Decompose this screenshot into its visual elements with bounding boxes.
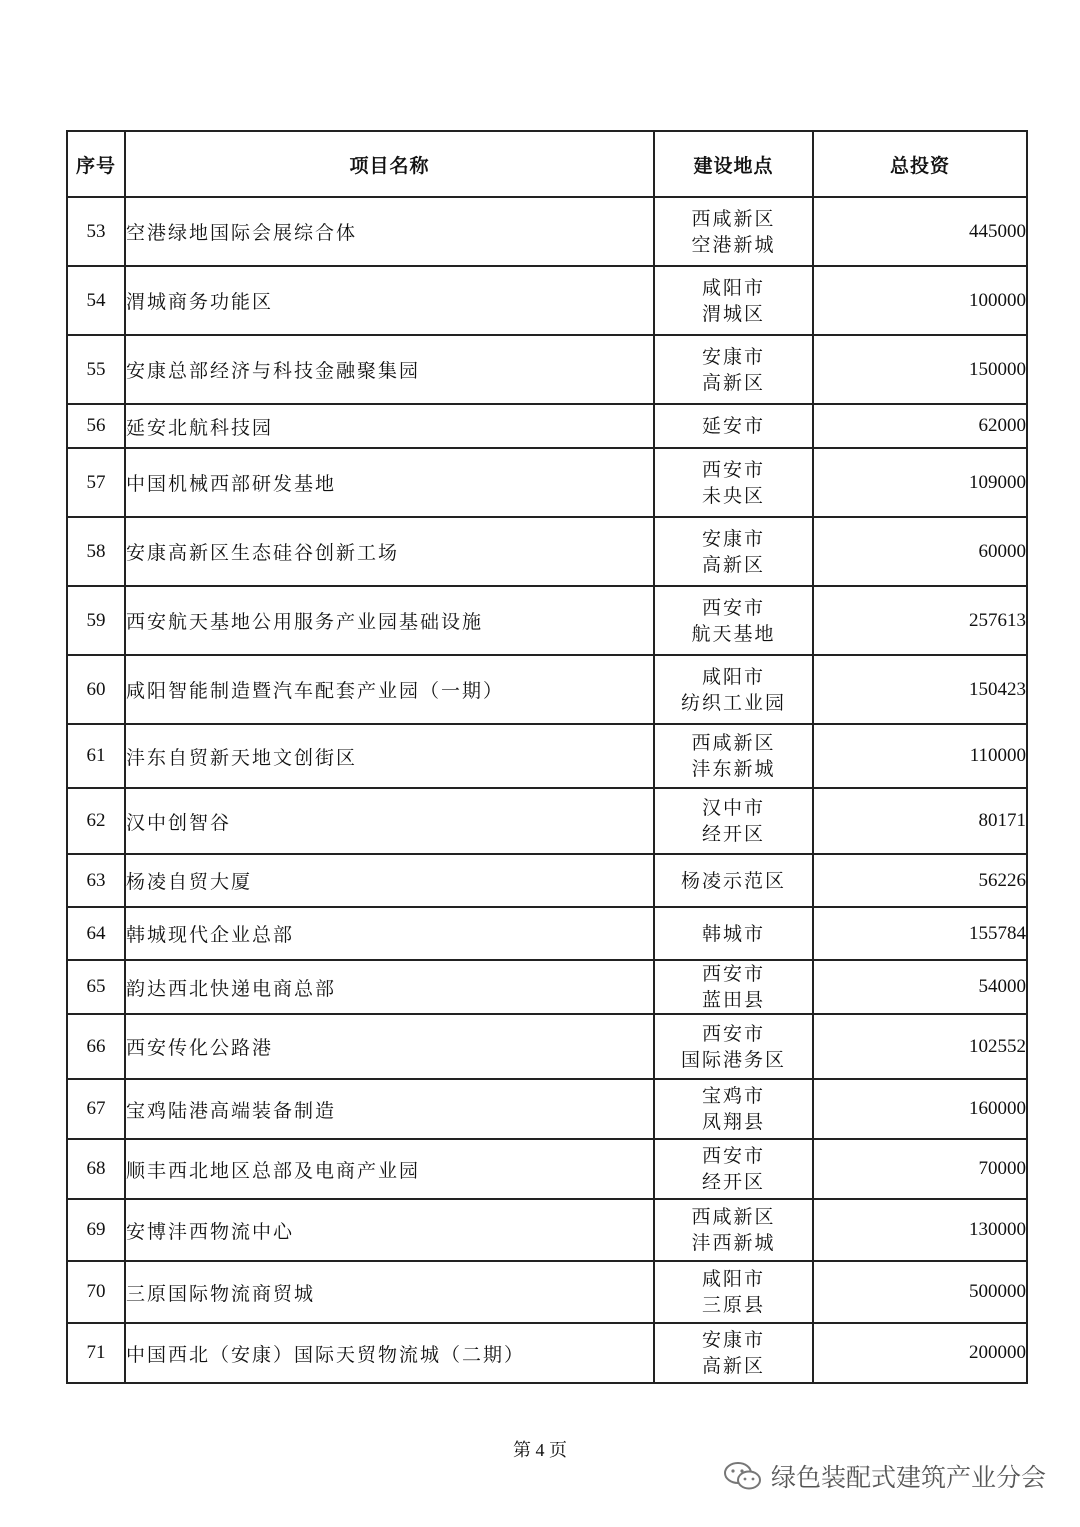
header-investment: 总投资 — [813, 131, 1027, 197]
project-location — [654, 266, 813, 335]
location-line: 三原县 — [701, 1294, 765, 1316]
table-row — [67, 448, 1027, 517]
row-index: 66 — [67, 1014, 125, 1079]
location-line: 西安市 — [701, 963, 765, 985]
row-index: 67 — [67, 1079, 125, 1139]
project-name: 沣东自贸新天地文创街区 — [125, 724, 654, 788]
header-name: 项目名称 — [125, 131, 654, 197]
table-header-row — [67, 131, 1027, 197]
total-investment: 150423 — [813, 655, 1027, 724]
total-investment: 200000 — [813, 1323, 1027, 1383]
location-line: 凤翔县 — [701, 1111, 765, 1133]
project-location — [654, 335, 813, 404]
table-row — [67, 1199, 1027, 1261]
table-row — [67, 1014, 1027, 1079]
table-row — [67, 655, 1027, 724]
location-line: 经开区 — [701, 1171, 765, 1193]
location-line: 渭城区 — [701, 302, 765, 325]
table-row — [67, 1323, 1027, 1383]
location-line: 西安市 — [701, 596, 765, 619]
location-line: 宝鸡市 — [701, 1085, 765, 1107]
project-location — [654, 1323, 813, 1383]
table-row — [67, 586, 1027, 655]
location-line: 未央区 — [701, 484, 765, 507]
project-location — [654, 1139, 813, 1199]
header-location: 建设地点 — [654, 131, 813, 197]
table-row — [67, 907, 1027, 960]
watermark — [723, 1458, 1046, 1494]
project-location — [654, 960, 813, 1014]
project-location — [654, 1261, 813, 1323]
row-index: 63 — [67, 854, 125, 907]
location-line: 经开区 — [701, 823, 765, 845]
location-line: 蓝田县 — [701, 989, 765, 1011]
table-row — [67, 788, 1027, 854]
row-index: 59 — [67, 586, 125, 655]
location-line: 高新区 — [701, 1355, 765, 1377]
project-name: 中国西北（安康）国际天贸物流城（二期） — [125, 1323, 654, 1383]
project-name: 汉中创智谷 — [125, 788, 654, 854]
project-name: 韩城现代企业总部 — [125, 907, 654, 960]
project-name: 安康总部经济与科技金融聚集园 — [125, 335, 654, 404]
location-line: 沣西新城 — [691, 1232, 776, 1254]
row-index: 65 — [67, 960, 125, 1014]
project-location — [654, 1014, 813, 1079]
project-location — [654, 586, 813, 655]
location-line: 咸阳市 — [701, 1268, 765, 1290]
location-line: 沣东新城 — [691, 758, 776, 780]
project-location — [654, 655, 813, 724]
table-row — [67, 266, 1027, 335]
location-line: 纺织工业园 — [680, 691, 786, 714]
location-line: 空港新城 — [691, 233, 776, 256]
total-investment: 155784 — [813, 907, 1027, 960]
location-line: 咸阳市 — [701, 665, 765, 688]
project-location — [654, 1079, 813, 1139]
wechat-icon — [723, 1461, 763, 1491]
project-location — [654, 197, 813, 266]
row-index: 61 — [67, 724, 125, 788]
row-index: 64 — [67, 907, 125, 960]
total-investment: 80171 — [813, 788, 1027, 854]
location-line: 西咸新区 — [691, 732, 776, 754]
project-location — [654, 907, 813, 960]
project-location — [654, 448, 813, 517]
project-name: 渭城商务功能区 — [125, 266, 654, 335]
location-line: 国际港务区 — [680, 1048, 786, 1071]
location-line: 安康市 — [701, 527, 765, 550]
project-table — [66, 130, 1028, 1384]
total-investment: 150000 — [813, 335, 1027, 404]
location-line: 延安市 — [701, 415, 765, 437]
location-line: 汉中市 — [701, 797, 765, 819]
project-name: 三原国际物流商贸城 — [125, 1261, 654, 1323]
table-row — [67, 724, 1027, 788]
project-name: 咸阳智能制造暨汽车配套产业园（一期） — [125, 655, 654, 724]
location-line: 高新区 — [701, 371, 765, 394]
total-investment: 110000 — [813, 724, 1027, 788]
total-investment: 56226 — [813, 854, 1027, 907]
project-name: 韵达西北快递电商总部 — [125, 960, 654, 1014]
location-line: 安康市 — [701, 1329, 765, 1351]
location-line: 杨凌示范区 — [680, 869, 786, 892]
project-name: 宝鸡陆港高端装备制造 — [125, 1079, 654, 1139]
total-investment: 109000 — [813, 448, 1027, 517]
total-investment: 160000 — [813, 1079, 1027, 1139]
location-line: 安康市 — [701, 345, 765, 368]
table-row — [67, 197, 1027, 266]
total-investment: 100000 — [813, 266, 1027, 335]
total-investment: 70000 — [813, 1139, 1027, 1199]
project-location — [654, 517, 813, 586]
table-row — [67, 960, 1027, 1014]
location-line: 西安市 — [701, 1145, 765, 1167]
total-investment: 54000 — [813, 960, 1027, 1014]
location-line: 西咸新区 — [691, 1206, 776, 1228]
table-row — [67, 335, 1027, 404]
project-location — [654, 724, 813, 788]
watermark-text: 绿色装配式建筑产业分会 — [770, 1463, 1046, 1492]
table-row — [67, 1079, 1027, 1139]
row-index: 69 — [67, 1199, 125, 1261]
total-investment: 102552 — [813, 1014, 1027, 1079]
project-name: 西安传化公路港 — [125, 1014, 654, 1079]
project-name: 安康高新区生态硅谷创新工场 — [125, 517, 654, 586]
total-investment: 62000 — [813, 404, 1027, 448]
row-index: 71 — [67, 1323, 125, 1383]
row-index: 57 — [67, 448, 125, 517]
table-row — [67, 404, 1027, 448]
table-row — [67, 854, 1027, 907]
project-name: 安博沣西物流中心 — [125, 1199, 654, 1261]
location-line: 西安市 — [701, 1022, 765, 1045]
project-name: 杨凌自贸大厦 — [125, 854, 654, 907]
project-name: 顺丰西北地区总部及电商产业园 — [125, 1139, 654, 1199]
total-investment: 257613 — [813, 586, 1027, 655]
header-index: 序号 — [67, 131, 125, 197]
table-row — [67, 1139, 1027, 1199]
row-index: 56 — [67, 404, 125, 448]
row-index: 54 — [67, 266, 125, 335]
page-number: 第 4 页 — [513, 1440, 567, 1460]
project-location — [654, 788, 813, 854]
project-name: 空港绿地国际会展综合体 — [125, 197, 654, 266]
row-index: 55 — [67, 335, 125, 404]
total-investment: 445000 — [813, 197, 1027, 266]
row-index: 60 — [67, 655, 125, 724]
project-location — [654, 854, 813, 907]
project-name: 延安北航科技园 — [125, 404, 654, 448]
row-index: 58 — [67, 517, 125, 586]
project-name: 中国机械西部研发基地 — [125, 448, 654, 517]
location-line: 西咸新区 — [691, 207, 776, 230]
location-line: 西安市 — [701, 458, 765, 481]
total-investment: 130000 — [813, 1199, 1027, 1261]
row-index: 62 — [67, 788, 125, 854]
total-investment: 500000 — [813, 1261, 1027, 1323]
project-location — [654, 1199, 813, 1261]
location-line: 高新区 — [701, 553, 765, 576]
location-line: 航天基地 — [691, 622, 776, 645]
total-investment: 60000 — [813, 517, 1027, 586]
project-name: 西安航天基地公用服务产业园基础设施 — [125, 586, 654, 655]
project-location — [654, 404, 813, 448]
table-row — [67, 1261, 1027, 1323]
row-index: 53 — [67, 197, 125, 266]
table-row — [67, 517, 1027, 586]
location-line: 咸阳市 — [701, 276, 765, 299]
row-index: 70 — [67, 1261, 125, 1323]
row-index: 68 — [67, 1139, 125, 1199]
location-line: 韩城市 — [701, 922, 765, 945]
